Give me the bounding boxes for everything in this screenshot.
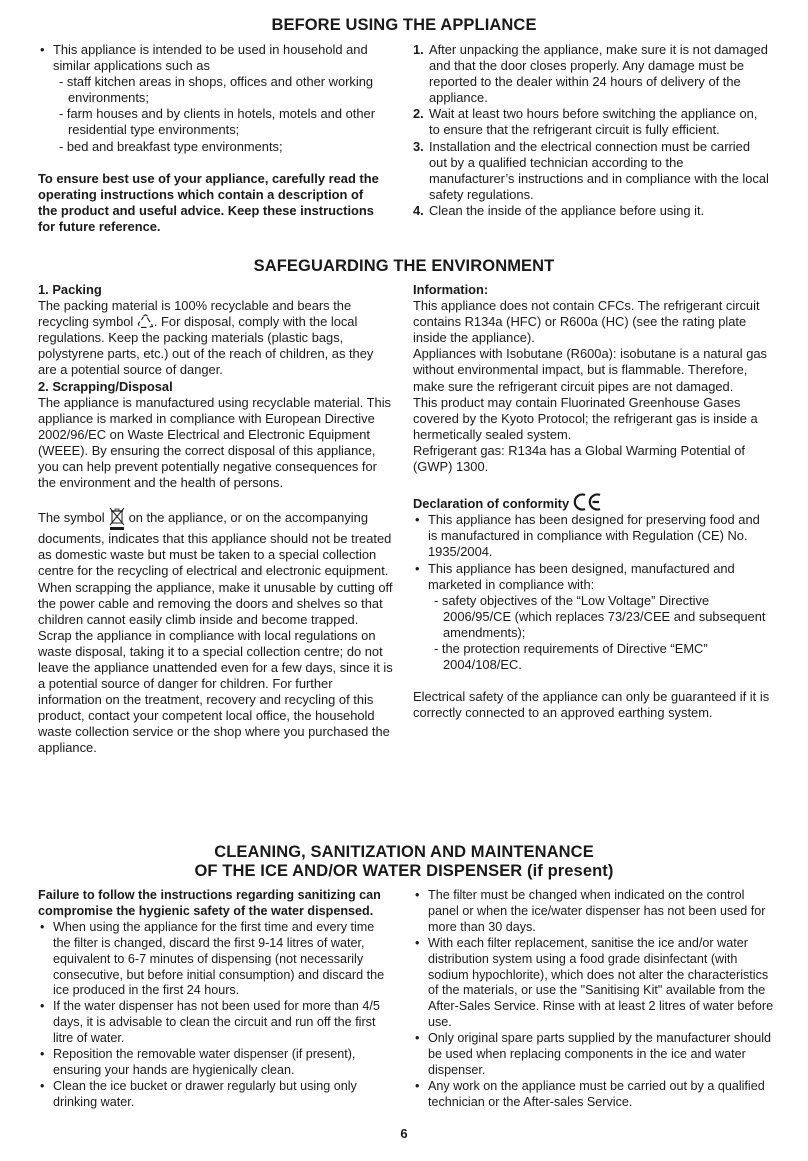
- info-paragraph: This product may contain Fluorinated Greenhouse Gases covered by the Kyoto Protocol; the refrigerant gas is inside a hermetically sealed system.: [413, 394, 758, 442]
- dash-item: - bed and breakfast type environments;: [59, 138, 283, 154]
- environment-right-column: [413, 282, 771, 721]
- list-item: [38, 42, 383, 155]
- scrapping-heading: 2. Scrapping/Disposal: [38, 378, 173, 394]
- list-item: • Only original spare parts supplied by the manufacturer should be used when replacing components in the ice and water dispenser.: [413, 1031, 775, 1079]
- conformity-list: [413, 512, 771, 673]
- recycle-icon: [137, 314, 154, 329]
- packing-heading: 1. Packing: [38, 282, 102, 297]
- list-item: • This appliance has been designed, manufactured and marketed in compliance with: - safety objectives of the “Low Voltage” Directive 2006/95/CE (which replaces 73/23/CEE and subsequent amendments); - the protection requirements of Directive “EMC” 2004/108/EC.: [413, 561, 771, 674]
- list-item: • Any work on the appliance must be carried out by a qualified technician or the After-sales Service.: [413, 1079, 775, 1111]
- list-item: • If the water dispenser has not been used for more than 4/5 days, it is advisable to clean the circuit and run off the first litre of water.: [38, 999, 393, 1047]
- section-title-cleaning-line2: OF THE ICE AND/OR WATER DISPENSER (if present): [194, 862, 614, 880]
- list-item: • With each filter replacement, sanitise the ice and/or water distribution system using a food grade disinfectant (with sodium hypochlorite), which does not alter the characteristics of the materials, or use the "Sanitising Kit" available from the After-Sales Service. Rinse with at least 2 litres of water before use.: [413, 936, 775, 1031]
- advice-paragraph: To ensure best use of your appliance, carefully read the operating instructions which contain a description of the product and useful advice. Keep these instructions for future reference.: [38, 170, 379, 234]
- info-paragraph: This appliance does not contain CFCs. The refrigerant circuit contains R134a (HFC) or R600a (HC) (see the rating plate inside the appliance).: [413, 298, 760, 346]
- scrapping-paragraph: The appliance is manufactured using recyclable material. This appliance is marked in compliance with European Directive 2002/96/EC on Waste Electrical and Electronic Equipment (WEEE). By ensuring the correct disposal of this appliance, you can help prevent potentially negative consequences for the environment and the health of persons.: [38, 394, 392, 491]
- before-using-right-column: [413, 42, 771, 219]
- intended-use-list: [38, 42, 383, 155]
- sanitizing-warning: Failure to follow the instructions regarding sanitizing can compromise the hygienic safety of the water dispensed.: [38, 888, 381, 918]
- cleaning-left-list: [38, 920, 393, 1111]
- dash-item: - farm houses and by clients in hotels, motels and other residential type environments;: [59, 106, 375, 138]
- list-item: • Reposition the removable water dispenser (if present), ensuring your hands are hygienically clean.: [38, 1047, 393, 1079]
- dash-item: - the protection requirements of Directive “EMC” 2004/108/EC.: [434, 640, 708, 673]
- page-number: 6: [400, 1126, 408, 1141]
- weee-symbol-paragraph: The symbol on the appliance, or on the accompanying documents, indicates that this appliance should not be treated as domestic waste but must be taken to a special collection centre for the recycling of electrical and electronic equipment.: [38, 507, 393, 579]
- list-item: • This appliance has been designed for preserving food and is manufactured in compliance with Regulation (CE) No. 1935/2004.: [413, 512, 771, 560]
- section-title-environment: SAFEGUARDING THE ENVIRONMENT: [253, 257, 555, 275]
- list-item: • Clean the ice bucket or drawer regularly but using only drinking water.: [38, 1079, 393, 1111]
- step-item: 1. After unpacking the appliance, make sure it is not damaged and that the door closes properly. Any damage must be reported to the dealer within 24 hours of delivery of the appliance.: [413, 42, 768, 106]
- step-item: 4. Clean the inside of the appliance before using it.: [413, 202, 705, 218]
- information-heading: Information:: [413, 282, 489, 297]
- list-item: • The filter must be changed when indicated on the control panel or when the ice/water dispenser has not been used for more than 30 days.: [413, 888, 775, 936]
- step-item: 3. Installation and the electrical connection must be carried out by a qualified technician according to the manufacturer’s instructions and in compliance with the local safety regulations.: [413, 138, 769, 202]
- intended-use-text: This appliance is intended to be used in household and similar applications such as: [53, 42, 368, 74]
- packing-paragraph: The packing material is 100% recyclable and bears the recycling symbol . For disposal, comply with the local regulations. Keep the packing materials (plastic bags, polystyrene parts, etc.) out of the reach of children, as they are a potential source of danger.: [38, 298, 374, 378]
- ce-mark-icon: [573, 492, 603, 512]
- dash-item: - staff kitchen areas in shops, offices and other working environments;: [59, 74, 374, 106]
- section-title-before-using: BEFORE USING THE APPLIANCE: [271, 16, 537, 34]
- section-title-cleaning: CLEANING, SANITIZATION AND MAINTENANCE: [214, 843, 594, 861]
- conformity-heading: Declaration of conformity: [413, 492, 771, 512]
- info-paragraph: Refrigerant gas: R134a has a Global Warming Potential of (GWP) 1300.: [413, 442, 745, 475]
- environment-left-column: [38, 282, 393, 757]
- scrapping-unusable-paragraph: When scrapping the appliance, make it unusable by cutting off the power cable and removing the doors and shelves so that children cannot easily climb inside and become trapped.: [38, 579, 393, 627]
- crossed-bin-icon: [109, 507, 125, 531]
- list-item: • When using the appliance for the first time and every time the filter is changed, discard the first 9-14 litres of water, equivalent to 6-7 minutes of dispensing (not necessarily consecutive, but before initial consumption) and discard the ice produced in the first 24 hours.: [38, 920, 393, 1000]
- dash-item: - safety objectives of the “Low Voltage” Directive 2006/95/CE (which replaces 73/23/CEE and subsequent amendments);: [434, 592, 766, 640]
- step-item: 2. Wait at least two hours before switching the appliance on, to ensure that the refrigerant circuit is fully efficient.: [413, 106, 758, 138]
- cleaning-right-column: [413, 888, 775, 1111]
- electrical-safety-paragraph: Electrical safety of the appliance can only be guaranteed if it is correctly connected to an approved earthing system.: [413, 689, 770, 721]
- info-paragraph: Appliances with Isobutane (R600a): isobutane is a natural gas without environmental impact, but is flammable. Therefore, make sure the refrigerant circuit pipes are not damaged.: [413, 346, 767, 394]
- scrap-compliance-paragraph: Scrap the appliance in compliance with local regulations on waste disposal, taking it to a special collection centre; do not leave the appliance unattended even for a few days, since it is a potential source of danger for children. For further information on the treatment, recovery and recycling of this product, contact your competent local office, the household waste collection service or the shop where you purchased the appliance.: [38, 627, 393, 756]
- cleaning-right-list: [413, 888, 775, 1111]
- before-using-left-column: [38, 42, 383, 235]
- steps-list: [413, 42, 771, 219]
- cleaning-left-column: [38, 888, 393, 1111]
